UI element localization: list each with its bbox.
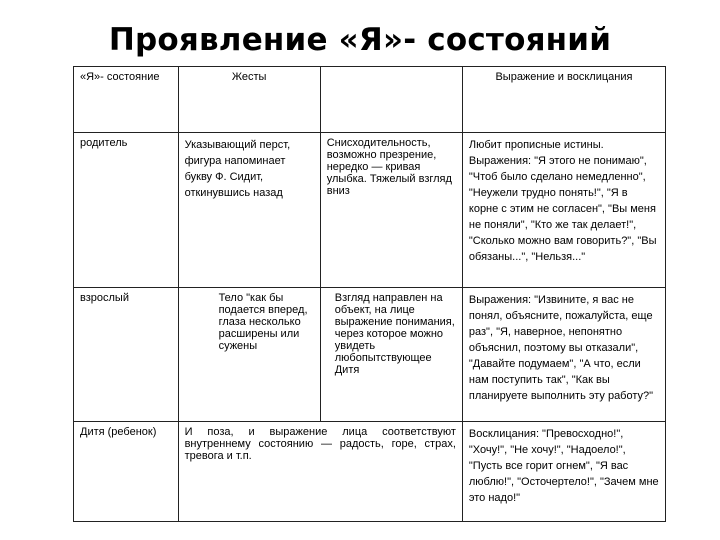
table-row xyxy=(74,422,666,522)
cell-gestures-face-child: И поза, и выражение лица соответствуют внутреннему состоянию — радость, горе, страх, тревога и т.п. xyxy=(178,422,462,522)
cell-state-child: Дитя (ребенок) xyxy=(74,422,179,522)
cell-gestures-parent: Указывающий перст, фигура напоминает букву Ф. Сидит, откинувшись назад xyxy=(178,133,320,288)
table-row xyxy=(74,133,666,288)
ego-states-table xyxy=(73,66,666,522)
table-header-row xyxy=(74,67,666,133)
cell-phrases-parent: Любит прописные истины. Выражения: "Я этого не понимаю", "Чтоб было сделано немедленно", "Неужели трудно понять!", "Я в корне с этим не согласен", "Вы меня не поняли", "Кто же так делает!", "Сколько можно вам говорить?", "Вы обязаны...", "Нельзя..." xyxy=(462,133,665,288)
cell-state-parent: родитель xyxy=(74,133,179,288)
cell-phrases-adult: Выражения: "Извините, я вас не понял, объясните, пожалуйста, еще раз", "Я, наверное, непонятно объяснил, поэтому вы отказали", "Давайте подумаем", "А что, если нам поступить так", "Как вы планируете выполнить эту работу?" xyxy=(462,288,665,422)
cell-gestures-adult: Тело "как бы подается вперед, глаза несколько расширены или сужены xyxy=(178,288,320,422)
header-gestures: Жесты xyxy=(178,67,320,133)
cell-face-adult: Взгляд направлен на объект, на лице выражение понимания, через которое можно увидеть любопытствующее Дитя xyxy=(320,288,462,422)
header-face xyxy=(320,67,462,133)
cell-face-parent: Снисходительность, возможно презрение, нередко — кривая улыбка. Тяжелый взгляд вниз xyxy=(320,133,462,288)
table-row xyxy=(74,288,666,422)
cell-phrases-child: Восклицания: "Превосходно!", "Хочу!", "Не хочу!", "Надоело!", "Пусть все горит огнем", "Я вас люблю!", "Осточертело!", "Зачем мне это надо!" xyxy=(462,422,665,522)
header-state: «Я»- состояние xyxy=(74,67,179,133)
header-phrases: Выражение и восклицания xyxy=(462,67,665,133)
cell-state-adult: взрослый xyxy=(74,288,179,422)
slide-title: Проявление «Я»- состояний xyxy=(108,22,612,58)
